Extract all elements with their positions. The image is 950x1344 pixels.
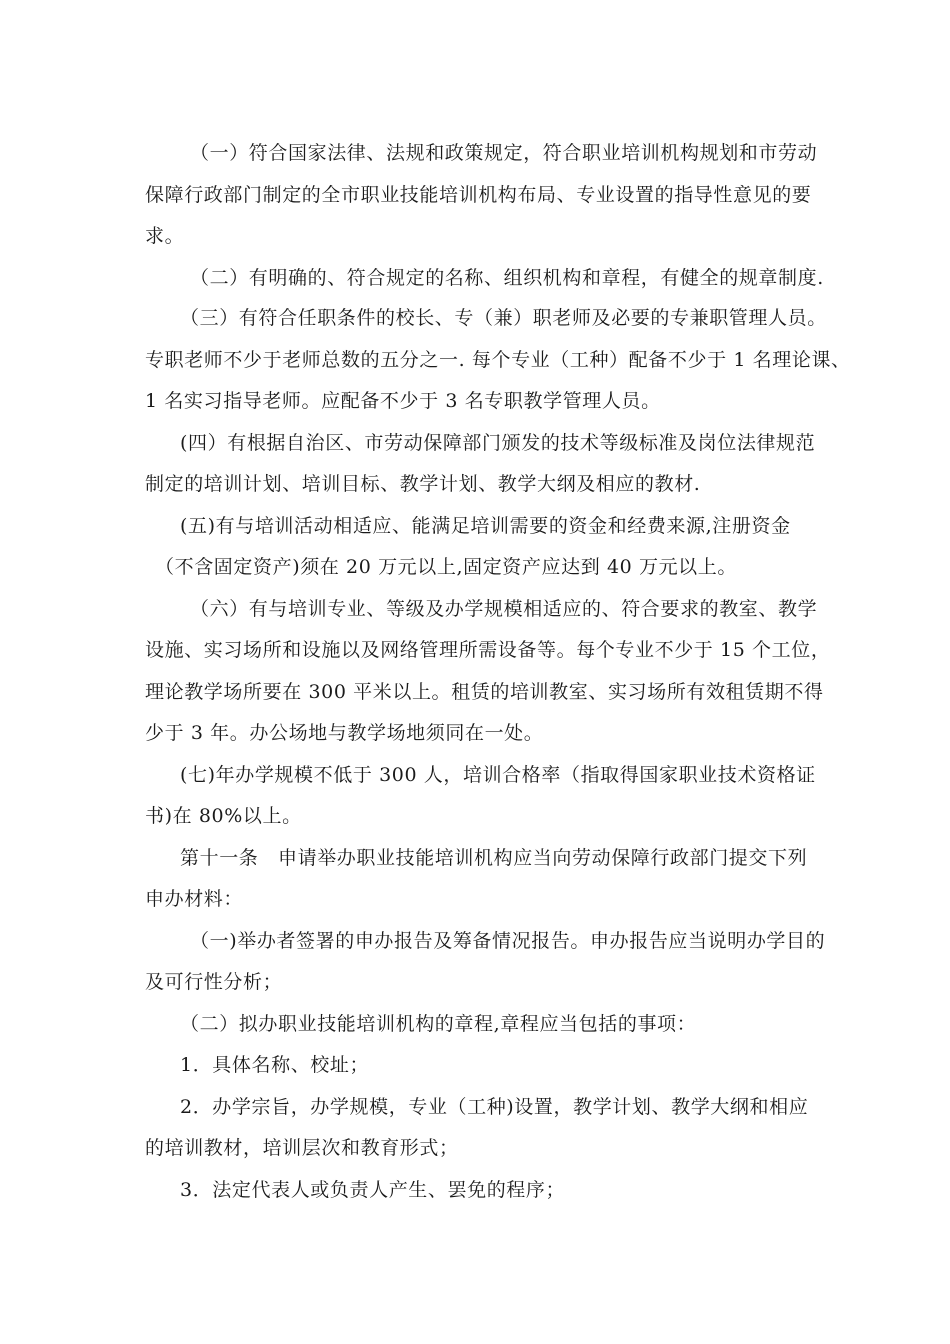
text-line: (七)年办学规模不低于 300 人，培训合格率（指取得国家职业技术资格证 bbox=[180, 764, 816, 786]
text-line: 2．办学宗旨，办学规模，专业（工种)设置，教学计划、教学大纲和相应 bbox=[180, 1096, 809, 1118]
text-line: （一)举办者签署的申办报告及筹备情况报告。申办报告应当说明办学目的 bbox=[190, 930, 826, 952]
text-line: （六）有与培训专业、等级及办学规模相适应的、符合要求的教室、教学 bbox=[190, 598, 818, 620]
text-line: （二）有明确的、符合规定的名称、组织机构和章程，有健全的规章制度. bbox=[190, 267, 824, 289]
text-line: 保障行政部门制定的全市职业技能培训机构布局、专业设置的指导性意见的要 bbox=[145, 184, 812, 206]
text-line: 少于 3 年。办公场地与教学场地须同在一处。 bbox=[145, 722, 544, 744]
text-line: （二）拟办职业技能培训机构的章程,章程应当包括的事项： bbox=[180, 1013, 697, 1035]
text-line: 3．法定代表人或负责人产生、罢免的程序； bbox=[180, 1179, 566, 1201]
text-line: 申办材料： bbox=[145, 888, 244, 910]
text-line: 1 名实习指导老师。应配备不少于 3 名专职教学管理人员。 bbox=[145, 390, 661, 412]
text-line: 求。 bbox=[145, 225, 185, 247]
text-line: 的培训教材，培训层次和教育形式； bbox=[145, 1137, 459, 1159]
text-line: (四）有根据自治区、市劳动保障部门颁发的技术等级标准及岗位法律规范 bbox=[180, 432, 816, 454]
text-line: （不含固定资产)须在 20 万元以上,固定资产应达到 40 万元以上。 bbox=[155, 556, 737, 578]
text-line: （一）符合国家法律、法规和政策规定，符合职业培训机构规划和市劳动 bbox=[190, 142, 818, 164]
text-line: 理论教学场所要在 300 平米以上。租赁的培训教室、实习场所有效租赁期不得 bbox=[145, 681, 824, 703]
text-line: 第十一条 申请举办职业技能培训机构应当向劳动保障行政部门提交下列 bbox=[180, 847, 808, 869]
text-line: 制定的培训计划、培训目标、教学计划、教学大纲及相应的教材. bbox=[145, 473, 701, 495]
text-line: (五)有与培训活动相适应、能满足培训需要的资金和经费来源,注册资金 bbox=[180, 515, 791, 537]
text-line: 书)在 80%以上。 bbox=[145, 805, 302, 827]
text-line: 及可行性分析； bbox=[145, 971, 283, 993]
text-line: 设施、实习场所和设施以及网络管理所需设备等。每个专业不少于 15 个工位， bbox=[145, 639, 831, 661]
text-line: 专职老师不少于老师总数的五分之一. 每个专业（工种）配备不少于 1 名理论课、 bbox=[145, 349, 851, 371]
text-line: 1．具体名称、校址； bbox=[180, 1054, 370, 1076]
text-line: （三）有符合任职条件的校长、专（兼）职老师及必要的专兼职管理人员。 bbox=[180, 307, 827, 329]
